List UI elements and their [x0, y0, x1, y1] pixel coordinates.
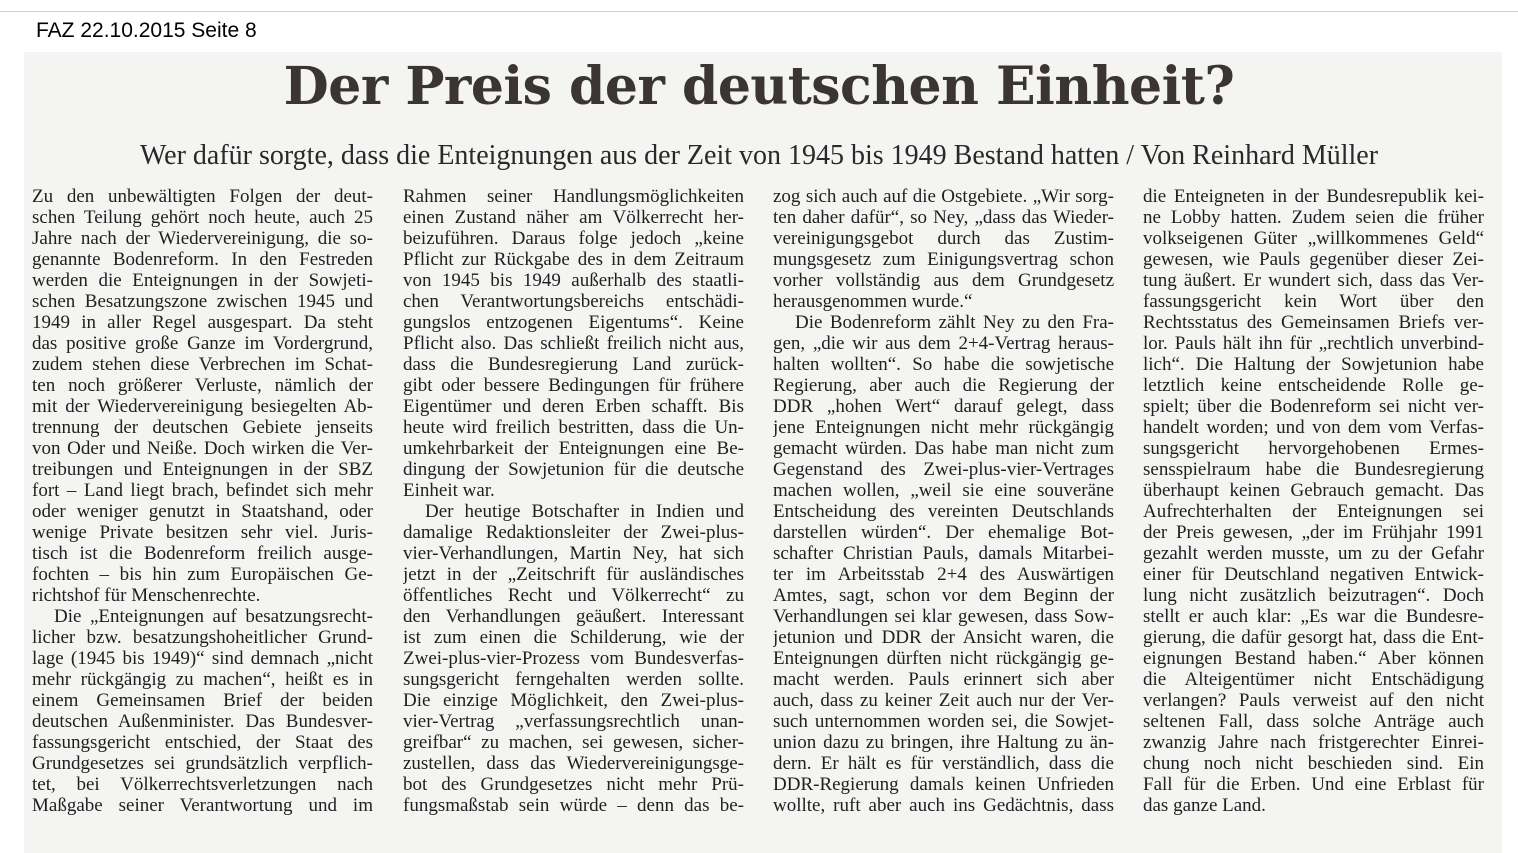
article-text-line: gierung, die dafür gesorgt hat, dass die Ent- [1143, 627, 1484, 648]
article-text-line: ten daher dafür“, so Ney, „dass das Wieder- [773, 207, 1114, 228]
article-text-line: fungsmaßstab sein würde – denn das be- [403, 795, 744, 816]
article-text-line: Regierung, aber auch die Regierung der [773, 375, 1114, 396]
article-text-line: lage (1945 bis 1949)“ sind demnach „nicht [32, 648, 373, 669]
article-text-line: DDR „hohen Wert“ darauf gelegt, dass [773, 396, 1114, 417]
article-text-line: sungsgericht ferngehalten werden sollte. [403, 669, 744, 690]
article-text-line: dass die Bundesregierung Land zurück- [403, 354, 744, 375]
article-text-line: schen Besatzungszone zwischen 1945 und [32, 291, 373, 312]
article-text-line: schafter Christian Pauls, damals Mitarbei- [773, 543, 1114, 564]
article-text-line: oder weniger genutzt in Staatshand, oder [32, 501, 373, 522]
article-text-line: zudem stehen diese Verbrechen im Schat- [32, 354, 373, 375]
article-text-line: ist zum einen die Schilderung, wie der [403, 627, 744, 648]
article-text-line: einem Gemeinsamen Brief der beiden [32, 690, 373, 711]
article-text-line: herausgenommen wurde.“ [773, 291, 973, 312]
article-text-line: stellt er auch klar: „Es war die Bundesre- [1143, 606, 1484, 627]
article-text-line: Fall für die Erben. Und eine Erblast für [1143, 774, 1484, 795]
article-text-line: mehr rückgängig zu machen“, heißt es in [32, 669, 373, 690]
article-text-line: von 1945 bis 1949 außerhalb des staatli- [403, 270, 744, 291]
article-text-line: jetunion und DDR der Ansicht waren, die [773, 627, 1114, 648]
article-text-line: Maßgabe seiner Verantwortung und im [32, 795, 373, 816]
article-text-line: letztlich keine entscheidende Rolle ge- [1143, 375, 1484, 396]
article-text-line: fort – Land liegt brach, befindet sich mehr [32, 480, 373, 501]
article-text-line: vier-Vertrag „verfassungsrechtlich unan- [403, 711, 744, 732]
article-text-line: öffentliches Recht und Völkerrecht“ zu [403, 585, 744, 606]
article-text-line: zwanzig Jahre nach fristgerechter Einrei- [1143, 732, 1484, 753]
article-text-line: Die Bodenreform zählt Ney zu den Fra- [795, 312, 1114, 333]
article-text-line: such unternommen worden sei, die Sowjet- [773, 711, 1114, 732]
article-text-line: lung nicht zusätzlich beizutragen“. Doch [1143, 585, 1484, 606]
article-text-line: Aufrechterhalten der Enteignungen sei [1143, 501, 1484, 522]
article-text-line: gezahlt werden musste, um zu der Gefahr [1143, 543, 1484, 564]
article-text-line: DDR-Regierung damals keinen Unfrieden [773, 774, 1114, 795]
article-text-line: Eigentümer und deren Erben schafft. Bis [403, 396, 744, 417]
article-column-1 [32, 186, 373, 816]
article-text-line: 1949 in aller Regel ausgespart. Da steht [32, 312, 373, 333]
article-text-line: werden die Enteignungen in der Sowjeti- [32, 270, 373, 291]
article-text-line: Der heutige Botschafter in Indien und [425, 501, 744, 522]
article-text-line: Einheit war. [403, 480, 495, 501]
article-text-line: Die einzige Möglichkeit, den Zwei-plus- [403, 690, 744, 711]
article-text-line: wenige Private besitzen sehr viel. Juris- [32, 522, 373, 543]
article-text-line: dern. Er hält es für verständlich, dass die [773, 753, 1114, 774]
article-text-line: das positive große Ganze im Vordergrund, [32, 333, 373, 354]
article-text-line: spielt; über die Bodenreform sei nicht ver- [1143, 396, 1484, 417]
article-text-line: richtshof für Menschenrechte. [32, 585, 261, 606]
article-text-line: Zwei-plus-vier-Prozess vom Bundesverfas- [403, 648, 744, 669]
article-text-line: Pflicht zur Rückgabe des in dem Zeitraum [403, 249, 744, 270]
article-subtitle: Wer dafür sorgte, dass die Enteignungen aus der Zeit von 1945 bis 1949 Bestand hatten / Von Reinhard Müller [139, 140, 1379, 171]
article-text-line: ne Lobby hatten. Zudem seien die früher [1143, 207, 1484, 228]
article-text-line: die Alteigentümer nicht Entschädigung [1143, 669, 1484, 690]
article-text-line: wollte, ruft aber auch ins Gedächtnis, dass [773, 795, 1114, 816]
article-text-line: Jahre nach der Wiedervereinigung, die so- [32, 228, 373, 249]
article-text-line: fassungsgericht entschied, der Staat des [32, 732, 373, 753]
article-text-line: treibungen und Enteignungen in der SBZ [32, 459, 373, 480]
article-text-line: einer für Deutschland negativen Entwick- [1143, 564, 1484, 585]
article-text-line: Verhandlungen sei klar gewesen, dass Sow- [773, 606, 1114, 627]
top-rule [0, 11, 1518, 12]
article-text-line: tung äußert. Er wundert sich, dass das Ver- [1143, 270, 1484, 291]
article-text-line: darstellen würden“. Der ehemalige Bot- [773, 522, 1114, 543]
article-text-line: Gegenstand des Zwei-plus-vier-Vertrages [773, 459, 1114, 480]
article-text-line: zustellen, dass das Wiedervereinigungsge- [403, 753, 744, 774]
article-text-line: ten noch größerer Verluste, nämlich der [32, 375, 373, 396]
article-text-line: damalige Redaktionsleiter der Zwei-plus- [403, 522, 744, 543]
article-text-line: auch, dass zu keiner Zeit auch nur der Ver- [773, 690, 1114, 711]
article-text-line: umkehrbarkeit der Enteignungen eine Be- [403, 438, 744, 459]
article-text-line: genannte Bodenreform. In den Festreden [32, 249, 373, 270]
article-text-line: halten wollten“. So habe die sowjetische [773, 354, 1114, 375]
article-text-line: chung noch nicht beschieden sind. Ein [1143, 753, 1484, 774]
article-text-line: mungsgesetz zum Einigungsvertrag schon [773, 249, 1114, 270]
article-text-line: schen Teilung gehört noch heute, auch 25 [32, 207, 373, 228]
article-text-line: gungslos entzogenen Eigentums“. Keine [403, 312, 744, 333]
article-text-line: deutschen Außenminister. Das Bundesver- [32, 711, 373, 732]
article-text-line: lor. Pauls hält ihn für „rechtlich unverbind- [1143, 333, 1484, 354]
article-text-line: von Oder und Neiße. Doch wirken die Ver- [32, 438, 373, 459]
article-text-line: beizuführen. Daraus folge jedoch „keine [403, 228, 744, 249]
article-text-line: der Preis gewesen, „der im Frühjahr 1991 [1143, 522, 1484, 543]
article-text-line: eignungen Bestand haben.“ Aber können [1143, 648, 1484, 669]
article-column-4 [1143, 186, 1484, 816]
article-text-line: macht werden. Pauls erinnert sich aber [773, 669, 1114, 690]
article-text-line: überhaupt keinen Gebrauch gemacht. Das [1143, 480, 1484, 501]
article-text-line: machen wollen, „weil sie eine souveräne [773, 480, 1114, 501]
article-text-line: zog sich auch auf die Ostgebiete. „Wir sorg- [773, 186, 1114, 207]
article-text-line: Rahmen seiner Handlungsmöglichkeiten [403, 186, 744, 207]
article-text-line: trennung der deutschen Gebiete jenseits [32, 417, 373, 438]
article-text-line: die Enteigneten in der Bundesrepublik kei- [1143, 186, 1484, 207]
article-text-line: tet, bei Völkerrechtsverletzungen nach [32, 774, 373, 795]
article-text-line: Rechtsstatus des Gemeinsamen Briefs ver- [1143, 312, 1484, 333]
article-text-line: Amtes, sagt, schon vor dem Beginn der [773, 585, 1114, 606]
article-text-line: fochten – bis hin zum Europäischen Ge- [32, 564, 373, 585]
article-text-line: vereinigungsgebot durch das Zustim- [773, 228, 1114, 249]
article-text-line: mit der Wiedervereinigung besiegelten Ab- [32, 396, 373, 417]
article-text-line: verlangen? Pauls verweist auf den nicht [1143, 690, 1484, 711]
article-text-line: Pflicht also. Das schließt freilich nicht aus, [403, 333, 744, 354]
article-text-line: handelt worden; und von dem vom Verfas- [1143, 417, 1484, 438]
article-text-line: Grundgesetzes sei grundsätzlich verpflich- [32, 753, 373, 774]
article-text-line: den Verhandlungen geäußert. Interessant [403, 606, 744, 627]
article-text-line: Die „Enteignungen auf besatzungsrecht- [54, 606, 373, 627]
article-column-2 [403, 186, 744, 816]
article-text-line: einen Zustand näher am Völkerrecht her- [403, 207, 744, 228]
article-text-line: Enteignungen dürften nicht rückgängig ge- [773, 648, 1114, 669]
article-text-line: greifbar“ zu machen, sei gewesen, sicher- [403, 732, 744, 753]
article-text-line: Entscheidung des vereinten Deutschlands [773, 501, 1114, 522]
article-text-line: tisch ist die Bodenreform freilich ausge- [32, 543, 373, 564]
article-headline: Der Preis der deutschen Einheit? [283, 56, 1235, 117]
article-column-3 [773, 186, 1114, 816]
article-text-line: fassungsgericht kein Wort über den [1143, 291, 1484, 312]
article-text-line: vier-Verhandlungen, Martin Ney, hat sich [403, 543, 744, 564]
article-text-line: chen Verantwortungsbereichs entschädi- [403, 291, 744, 312]
article-text-line: heute wird freilich bestritten, dass die Un- [403, 417, 744, 438]
article-text-line: jetzt in der „Zeitschrift für ausländisches [403, 564, 744, 585]
article-text-line: sungsgericht hervorgehobenen Ermes- [1143, 438, 1484, 459]
article-text-line: vorher vollständig aus dem Grundgesetz [773, 270, 1114, 291]
article-text-line: das ganze Land. [1143, 795, 1266, 816]
article-text-line: gibt oder bessere Bedingungen für frühere [403, 375, 744, 396]
article-text-line: lich“. Die Haltung der Sowjetunion habe [1143, 354, 1484, 375]
article-text-line: gewesen, wie Pauls gegenüber dieser Zei- [1143, 249, 1484, 270]
article-text-line: dingung der Sowjetunion für die deutsche [403, 459, 744, 480]
article-text-line: volkseigenen Güter „willkommenes Geld“ [1143, 228, 1484, 249]
article-text-line: sensspielraum habe die Bundesregierung [1143, 459, 1484, 480]
article-text-line: ter im Arbeitsstab 2+4 des Auswärtigen [773, 564, 1114, 585]
article-text-line: union dazu zu bringen, ihre Haltung zu än- [773, 732, 1114, 753]
article-text-line: gen, „die wir aus dem 2+4-Vertrag heraus- [773, 333, 1114, 354]
article-text-line: seltenen Fall, dass solche Anträge auch [1143, 711, 1484, 732]
article-text-line: bot des Grundgesetzes nicht mehr Prü- [403, 774, 744, 795]
article-text-line: licher bzw. besatzungshoheitlicher Grund- [32, 627, 373, 648]
article-text-line: gemacht würden. Das habe man nicht zum [773, 438, 1114, 459]
article-text-line: Zu den unbewältigten Folgen der deut- [32, 186, 373, 207]
article-text-line: jene Enteignungen nicht mehr rückgängig [773, 417, 1114, 438]
source-label: FAZ 22.10.2015 Seite 8 [36, 19, 257, 42]
